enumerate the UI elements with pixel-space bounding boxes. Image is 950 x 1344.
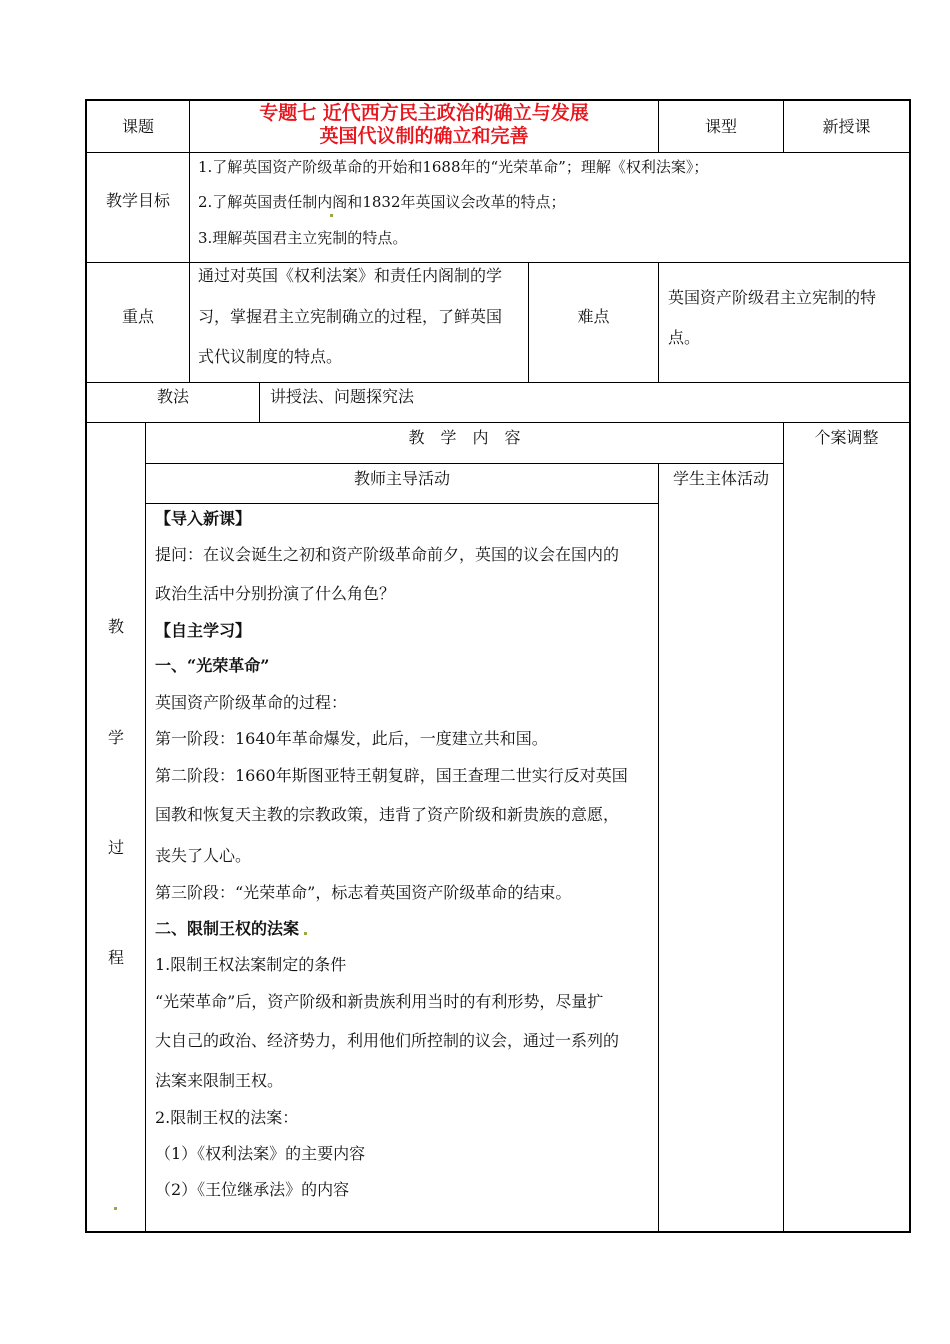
lesson-type-label: 课型 bbox=[704, 117, 737, 136]
table-border bbox=[85, 1231, 911, 1233]
table-border bbox=[85, 262, 911, 263]
table-border bbox=[783, 422, 784, 1233]
objective-item: 3.理解英国君主立宪制的特点。 bbox=[198, 229, 408, 247]
table-border bbox=[145, 463, 783, 464]
stray-mark bbox=[330, 214, 333, 217]
stray-mark bbox=[114, 1207, 117, 1210]
content-line: 大自己的政治、经济势力，利用他们所控制的议会，通过一系列的 bbox=[155, 1031, 620, 1050]
key-points-label: 重点 bbox=[121, 307, 154, 326]
content-line: （2）《王位继承法》的内容 bbox=[155, 1180, 350, 1199]
process-side-char: 教 bbox=[107, 617, 124, 636]
objective-item: 2.了解英国责任制内阁和1832年英国议会改革的特点； bbox=[198, 193, 566, 211]
table-border bbox=[85, 99, 87, 1233]
content-line: 二、限制王权的法案 bbox=[155, 919, 300, 938]
teacher-header: 教师主导活动 bbox=[353, 469, 450, 488]
table-border bbox=[259, 382, 260, 423]
table-border bbox=[658, 262, 659, 383]
content-line: 提问：在议会诞生之初和资产阶级革命前夕，英国的议会在国内的 bbox=[155, 545, 620, 564]
lesson-type-value: 新授课 bbox=[822, 117, 871, 136]
content-line: （1）《权利法案》的主要内容 bbox=[155, 1144, 366, 1163]
table-border bbox=[145, 422, 146, 1233]
content-line: 【导入新课】 bbox=[155, 509, 252, 528]
content-line: 第二阶段：1660年斯图亚特王朝复辟，国王查理二世实行反对英国 bbox=[155, 766, 628, 785]
topic-label: 课题 bbox=[121, 117, 154, 136]
content-line: 英国资产阶级革命的过程： bbox=[155, 693, 348, 712]
table-border bbox=[85, 422, 911, 423]
content-line: 【自主学习】 bbox=[155, 621, 252, 640]
process-side-char: 过 bbox=[107, 838, 124, 857]
content-header: 教 学 内 容 bbox=[408, 428, 521, 447]
stray-mark bbox=[304, 932, 307, 935]
content-line: 一、“光荣革命” bbox=[155, 656, 270, 675]
table-border bbox=[85, 382, 911, 383]
difficult-line: 英国资产阶级君主立宪制的特 bbox=[668, 288, 877, 307]
method-label: 教法 bbox=[156, 387, 189, 406]
content-line: 丧失了人心。 bbox=[155, 846, 252, 865]
content-line: “光荣革命”后，资产阶级和新贵族利用当时的有利形势，尽量扩 bbox=[155, 992, 604, 1011]
topic-title-line-2: 英国代议制的确立和完善 bbox=[319, 125, 529, 147]
content-line: 法案来限制王权。 bbox=[155, 1071, 284, 1090]
difficult-line: 点。 bbox=[668, 328, 701, 347]
table-border bbox=[658, 463, 659, 1233]
process-side-char: 学 bbox=[107, 728, 124, 747]
content-line: 2.限制王权的法案： bbox=[155, 1108, 299, 1127]
content-line: 国教和恢复天主教的宗教政策，违背了资产阶级和新贵族的意愿， bbox=[155, 805, 620, 824]
content-line: 第一阶段：1640年革命爆发，此后，一度建立共和国。 bbox=[155, 729, 548, 748]
key-points-line: 通过对英国《权利法案》和责任内阁制的学 bbox=[198, 266, 503, 285]
content-line: 政治生活中分别扮演了什么角色？ bbox=[155, 584, 396, 603]
table-border bbox=[145, 503, 658, 504]
topic-title-line-1: 专题七 近代西方民主政治的确立与发展 bbox=[259, 102, 589, 124]
difficult-label: 难点 bbox=[577, 307, 610, 326]
table-border bbox=[85, 152, 911, 153]
objective-item: 1.了解英国资产阶级革命的开始和1688年的“光荣革命”；理解《权利法案》； bbox=[198, 158, 709, 176]
table-border bbox=[909, 99, 911, 1233]
content-line: 1.限制王权法案制定的条件 bbox=[155, 955, 347, 974]
process-side-char: 程 bbox=[107, 948, 124, 967]
table-border bbox=[85, 99, 911, 101]
method-value: 讲授法、问题探究法 bbox=[270, 387, 415, 406]
adjust-header: 个案调整 bbox=[814, 428, 879, 447]
objectives-label: 教学目标 bbox=[105, 191, 170, 210]
key-points-line: 式代议制度的特点。 bbox=[198, 347, 343, 366]
key-points-line: 习，掌握君主立宪制确立的过程，了鲜英国 bbox=[198, 307, 503, 326]
student-header: 学生主体活动 bbox=[672, 469, 769, 488]
content-line: 第三阶段：“光荣革命”，标志着英国资产阶级革命的结束。 bbox=[155, 883, 572, 902]
